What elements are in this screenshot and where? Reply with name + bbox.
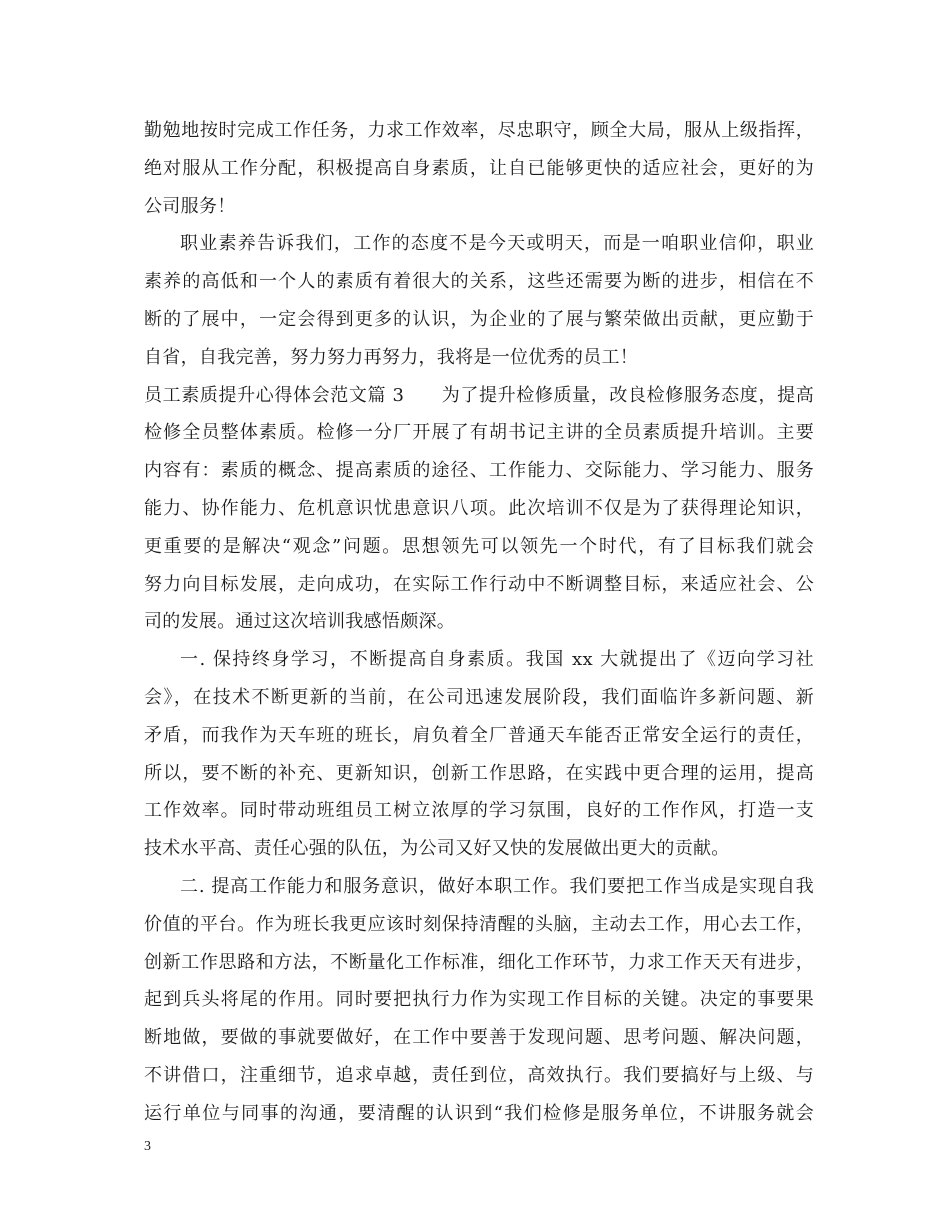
text-line: 矛盾，而我作为天车班的班长，肩负着全厂普通天车能否正常安全运行的责任， [144,724,814,746]
text-line: 内容有：素质的概念、提高素质的途径、工作能力、交际能力、学习能力、服务 [144,460,814,482]
text-line: 自省，自我完善，努力努力再努力，我将是一位优秀的员工！ [144,346,639,368]
text-line: 努力向目标发展，走向成功，在实际工作行动中不断调整目标，来适应社会、公 [144,573,814,595]
text-line: 技术水平高、责任心强的队伍，为公司又好又快的发展做出更大的贡献。 [144,838,730,860]
text-line: 员工素质提升心得体会范文篇 3 为了提升检修质量，改良检修服务态度，提高 [144,384,814,406]
text-line: 运行单位与同事的沟通，要清醒的认识到“我们检修是服务单位，不讲服务就会 [144,1102,814,1124]
text-line: 更重要的是解决“观念”问题。思想领先可以领先一个时代，有了目标我们就会 [144,535,814,557]
text-line: 素养的高低和一个人的素质有着很大的关系，这些还需要为断的进步，相信在不 [144,271,814,293]
text-line: 绝对服从工作分配，积极提高自身素质，让自已能够更快的适应社会，更好的为 [144,157,814,179]
text-line: 一. 保持终身学习，不断提高自身素质。我国 xx 大就提出了《迈向学习社 [180,649,814,671]
text-line: 职业素养告诉我们，工作的态度不是今天或明天，而是一咱职业信仰，职业 [180,233,814,255]
text-line: 公司服务！ [144,195,236,217]
text-line: 起到兵头将尾的作用。同时要把执行力作为实现工作目标的关键。决定的事要果 [144,989,814,1011]
text-line: 不讲借口，注重细节，追求卓越，责任到位，高效执行。我们要搞好与上级、与 [144,1064,814,1086]
text-line: 断地做，要做的事就要做好，在工作中要善于发现问题、思考问题、解决问题， [144,1027,814,1049]
text-line: 创新工作思路和方法，不断量化工作标准，细化工作环节，力求工作天天有进步， [144,951,814,973]
body-text [144,112,814,1133]
text-line: 司的发展。通过这次培训我感悟颇深。 [144,611,456,633]
text-line: 检修全员整体素质。检修一分厂开展了有胡书记主讲的全员素质提升培训。主要 [144,422,814,444]
text-line: 能力、协作能力、危机意识忧患意识八项。此次培训不仅是为了获得理论知识， [144,497,814,519]
page-number: 3 [144,1139,151,1154]
text-line: 所以，要不断的补充、更新知识，创新工作思路，在实践中更合理的运用，提高 [144,762,814,784]
text-line: 断的了展中，一定会得到更多的认识，为企业的了展与繁荣做出贡献，更应勤于 [144,308,814,330]
text-line: 价值的平台。作为班长我更应该时刻保持清醒的头脑，主动去工作，用心去工作， [144,913,814,935]
text-line: 工作效率。同时带动班组员工树立浓厚的学习氛围，良好的工作作风，打造一支 [144,800,814,822]
text-line: 会》，在技术不断更新的当前，在公司迅速发展阶段，我们面临许多新问题、新 [144,686,814,708]
text-line: 勤勉地按时完成工作任务，力求工作效率，尽忠职守，顾全大局，服从上级指挥， [144,120,814,141]
text-line: 二. 提高工作能力和服务意识，做好本职工作。我们要把工作当成是实现自我 [180,875,814,897]
